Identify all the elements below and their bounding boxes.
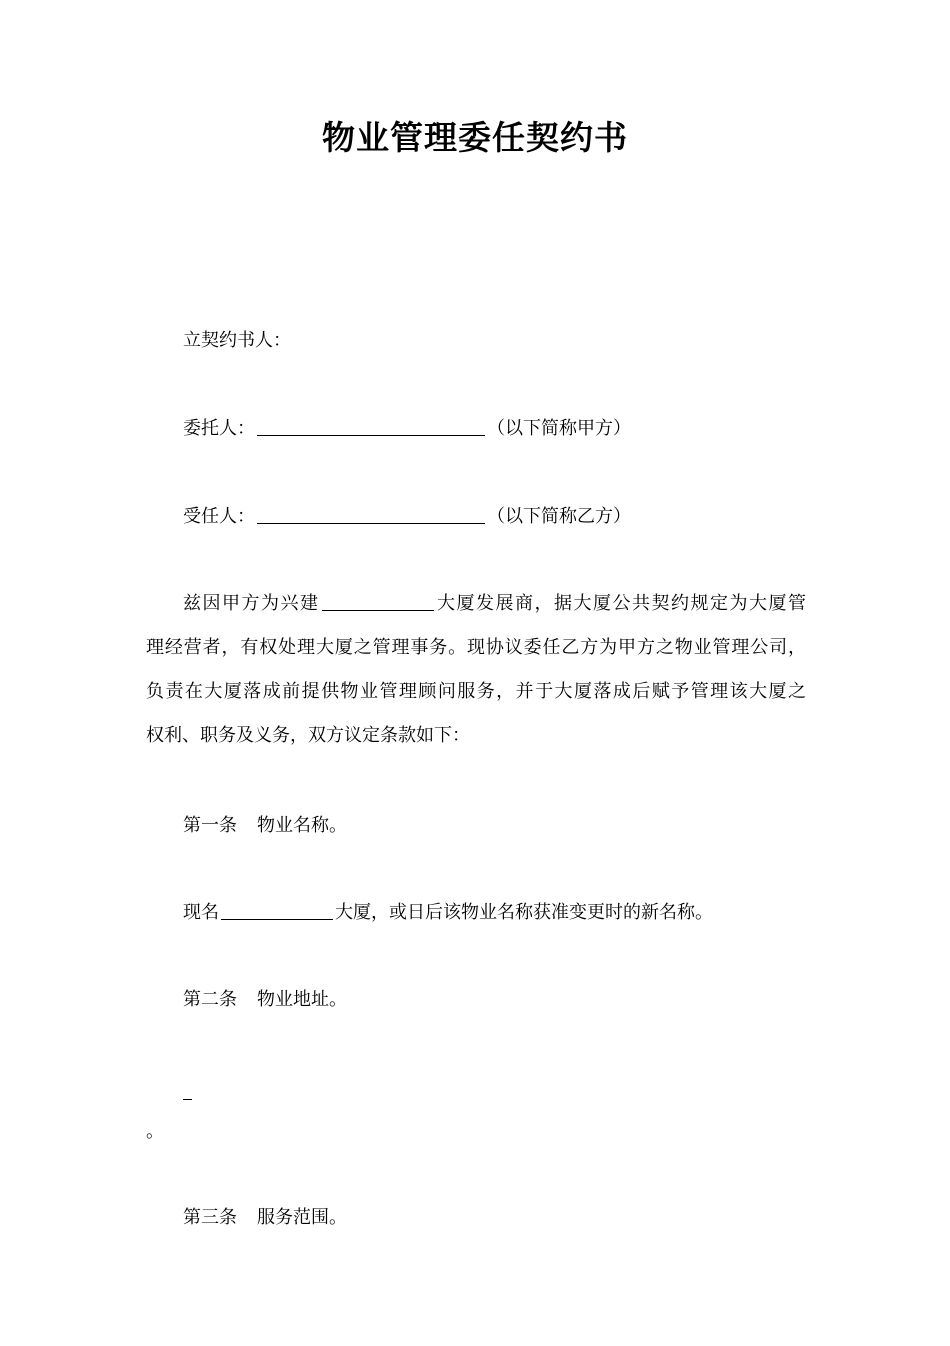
article-1-body-prefix: 现名 [183, 902, 219, 923]
article-2-body-end: 。 [146, 1121, 164, 1142]
principal-suffix: （以下简称甲方） [487, 418, 631, 439]
agent-label: 受任人： [183, 506, 255, 527]
agent-line [183, 505, 631, 529]
article-2-title: 物业地址。 [257, 989, 347, 1010]
preamble-line-3: 负责在大厦落成前提供物业管理顾问服务，并于大厦落成后赋予管理该大厦之 [146, 681, 806, 702]
article-3-heading [183, 1206, 347, 1230]
preamble-line1-prefix: 兹因甲方为兴建 [183, 593, 320, 614]
principal-blank [257, 417, 485, 436]
preamble-line-4: 权利、职务及义务，双方议定条款如下： [146, 725, 470, 746]
signatories-label: 立契约书人： [183, 330, 291, 351]
article-1-body [183, 901, 713, 925]
article-1-body-suffix: 大厦，或日后该物业名称获准变更时的新名称。 [335, 902, 713, 923]
preamble-line-1 [146, 582, 806, 626]
agent-blank [257, 505, 485, 524]
current-name-blank [221, 901, 333, 920]
preamble-line-2: 理经营者，有权处理大厦之管理事务。现协议委任乙方为甲方之物业管理公司， [146, 637, 806, 658]
article-1-number: 第一条 [183, 815, 237, 836]
principal-line [183, 417, 631, 441]
article-1-title: 物业名称。 [257, 815, 347, 836]
building-name-blank [322, 592, 434, 611]
article-2-heading [183, 988, 347, 1012]
article-2-number: 第二条 [183, 989, 237, 1010]
agent-suffix: （以下简称乙方） [487, 506, 631, 527]
preamble-paragraph [146, 582, 806, 758]
article-1-heading [183, 814, 347, 838]
preamble-line1-suffix: 大厦发展商，据大厦公共契约规定为大厦管 [435, 593, 806, 614]
principal-label: 委托人： [183, 418, 255, 439]
document-title: 物业管理委任契约书 [322, 118, 628, 157]
article-3-number: 第三条 [183, 1207, 237, 1228]
address-blank [183, 1099, 192, 1100]
article-3-title: 服务范围。 [257, 1207, 347, 1228]
